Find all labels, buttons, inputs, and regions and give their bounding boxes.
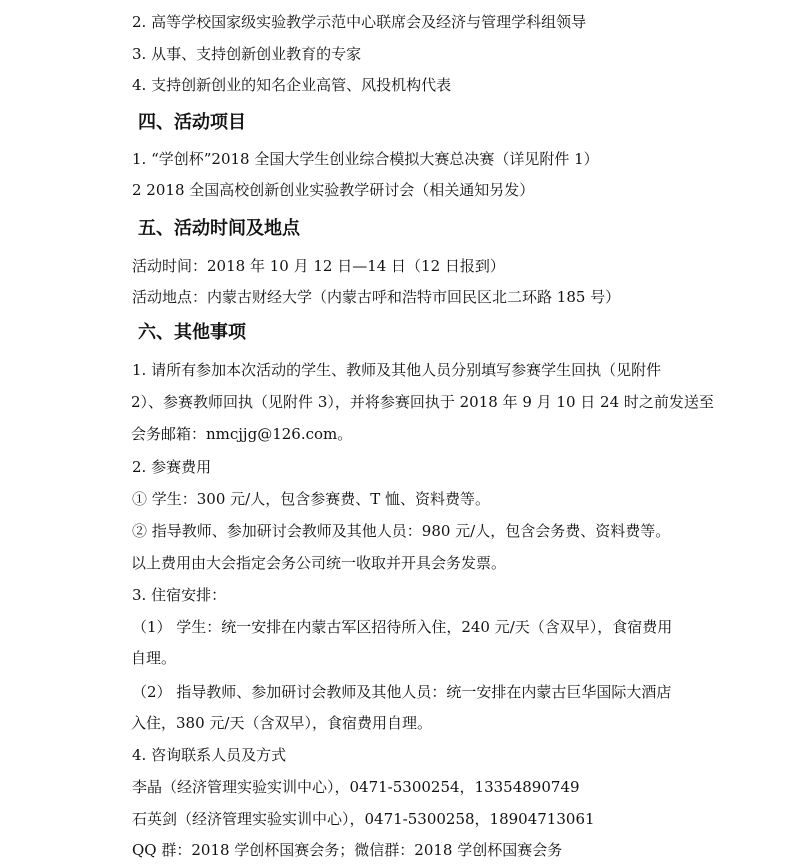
section-heading-other: 六、其他事项 [138,322,246,343]
attendee-item-4: 4. 支持创新创业的知名企业高管、风投机构代表 [132,76,452,94]
lodging-teachers-line-2: 入住，380 元/天（含双早），食宿费用自理。 [131,714,432,732]
lodging-students-line-2: 自理。 [131,649,177,667]
other-item-1-line-2: 2）、参赛教师回执（见附件 3），并将参赛回执于 2018 年 9 月 10 日 24 时之前发送至 [131,393,714,411]
contact-li-jing: 李晶（经济管理实验实训中心），0471-5300254，13354890749 [132,778,580,796]
activity-location: 活动地点：内蒙古财经大学（内蒙古呼和浩特市回民区北二环路 185 号） [132,288,621,306]
lodging-teachers-line-1: （2） 指导教师、参加研讨会教师及其他人员：统一安排在内蒙古巨华国际大酒店 [132,683,672,701]
activity-time: 活动时间：2018 年 10 月 12 日—14 日（12 日报到） [132,257,505,275]
other-item-1-line-1: 1. 请所有参加本次活动的学生、教师及其他人员分别填写参赛学生回执（见附件 [132,361,662,379]
activity-item-2: 2 2018 全国高校创新创业实验教学研讨会（相关通知另发） [132,181,535,199]
lodging-heading: 3. 住宿安排： [132,586,227,604]
activity-item-1: 1. “学创杯”2018 全国大学生创业综合模拟大赛总决赛（详见附件 1） [132,150,599,168]
lodging-students-line-1: （1） 学生：统一安排在内蒙古军区招待所入住，240 元/天（含双早），食宿费用 [132,618,673,636]
section-heading-time-place: 五、活动时间及地点 [138,218,300,239]
contacts-heading: 4. 咨询联系人员及方式 [132,746,287,764]
fee-note: 以上费用由大会指定会务公司统一收取并开具会务发票。 [131,554,507,572]
fees-heading: 2. 参赛费用 [132,458,212,476]
section-heading-activities: 四、活动项目 [138,112,246,133]
attendee-item-2: 2. 高等学校国家级实验教学示范中心联席会及经济与管理学科组领导 [132,13,587,31]
fee-students: ① 学生：300 元/人，包含参赛费、T 恤、资料费等。 [132,490,490,508]
fee-teachers: ② 指导教师、参加研讨会教师及其他人员：980 元/人，包含会务费、资料费等。 [132,522,671,540]
attendee-item-3: 3. 从事、支持创新创业教育的专家 [132,45,362,63]
contact-groups: QQ 群：2018 学创杯国赛会务；微信群：2018 学创杯国赛会务 [132,841,563,859]
contact-shi-yingjian: 石英剑（经济管理实验实训中心），0471-5300258，18904713061 [132,810,595,828]
other-item-1-line-3: 会务邮箱：nmcjjg@126.com。 [131,425,353,443]
